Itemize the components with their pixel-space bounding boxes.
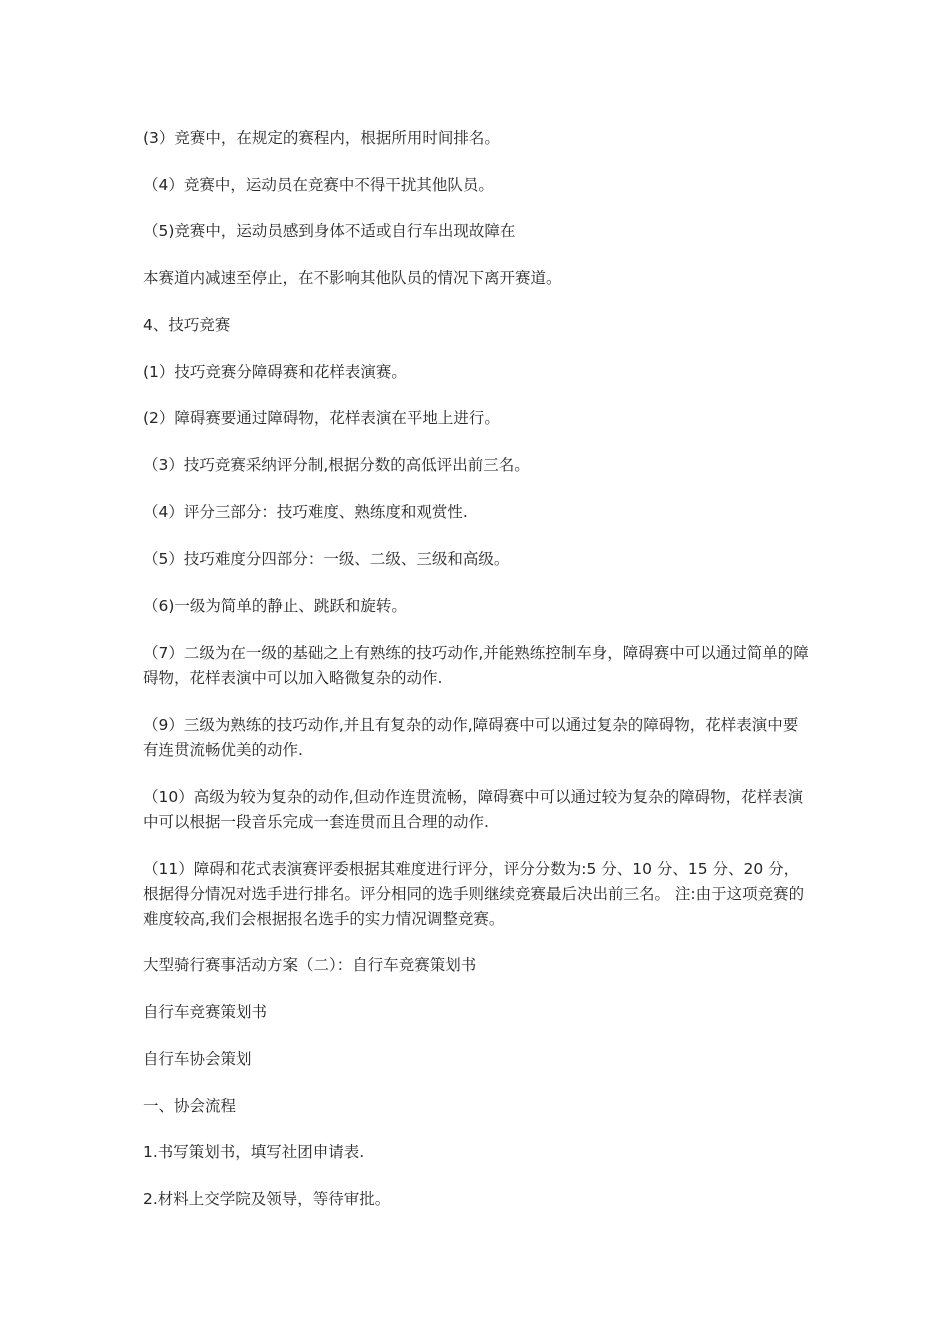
section-heading-association-process: 一、协会流程	[143, 1097, 237, 1115]
paragraph-rule-3: (3）竞赛中，在规定的赛程内，根据所用时间排名。	[143, 129, 500, 147]
paragraph-skill-1: (1）技巧竞赛分障碍赛和花样表演赛。	[143, 363, 407, 381]
paragraph-skill-7: （7）二级为在一级的基础之上有熟练的技巧动作,并能熟练控制车身，障碍赛中可以通过简单的障碍物，花样表演中可以加入略微复杂的动作.	[143, 644, 809, 687]
section-title-plan-two: 大型骑行赛事活动方案（二）：自行车竞赛策划书	[143, 956, 477, 974]
paragraph-skill-2: (2）障碍赛要通过障碍物，花样表演在平地上进行。	[143, 409, 500, 427]
paragraph-rule-5: （5)竞赛中，运动员感到身体不适或自行车出现故障在	[143, 222, 516, 240]
section-heading-skill-competition: 4、技巧竞赛	[143, 316, 231, 334]
paragraph-skill-4: （4）评分三部分：技巧难度、熟练度和观赏性.	[143, 503, 468, 521]
paragraph-skill-6: （6)一级为简单的静止、跳跃和旋转。	[143, 597, 407, 615]
paragraph-process-1: 1.书写策划书，填写社团申请表.	[143, 1143, 365, 1161]
paragraph-skill-5: （5）技巧难度分四部分：一级、二级、三级和高级。	[143, 550, 510, 568]
paragraph-skill-10: （10）高级为较为复杂的动作,但动作连贯流畅，障碍赛中可以通过较为复杂的障碍物，花样表演中可以根据一段音乐完成一套连贯而且合理的动作.	[143, 788, 804, 831]
paragraph-skill-11: （11）障碍和花式表演赛评委根据其难度进行评分，评分分数为:5 分、10 分、15 分、20 分，根据得分情况对选手进行排名。评分相同的选手则继续竞赛最后决出前三名。 注:由于这项竞赛的难度较高,我们会根据报名选手的实力情况调整竞赛。	[143, 860, 805, 928]
section-title-plan-book: 自行车竞赛策划书	[143, 1003, 268, 1021]
paragraph-skill-9: （9）三级为熟练的技巧动作,并且有复杂的动作,障碍赛中可以通过复杂的障碍物，花样表演中要有连贯流畅优美的动作.	[143, 716, 799, 759]
section-title-association-plan: 自行车协会策划	[143, 1050, 252, 1068]
paragraph-rule-5-continued: 本赛道内减速至停止，在不影响其他队员的情况下离开赛道。	[143, 269, 562, 287]
paragraph-skill-3: （3）技巧竞赛采纳评分制,根据分数的高低评出前三名。	[143, 456, 530, 474]
paragraph-rule-4: （4）竞赛中，运动员在竞赛中不得干扰其他队员。	[143, 176, 494, 194]
paragraph-process-2: 2.材料上交学院及领导，等待审批。	[143, 1190, 391, 1208]
